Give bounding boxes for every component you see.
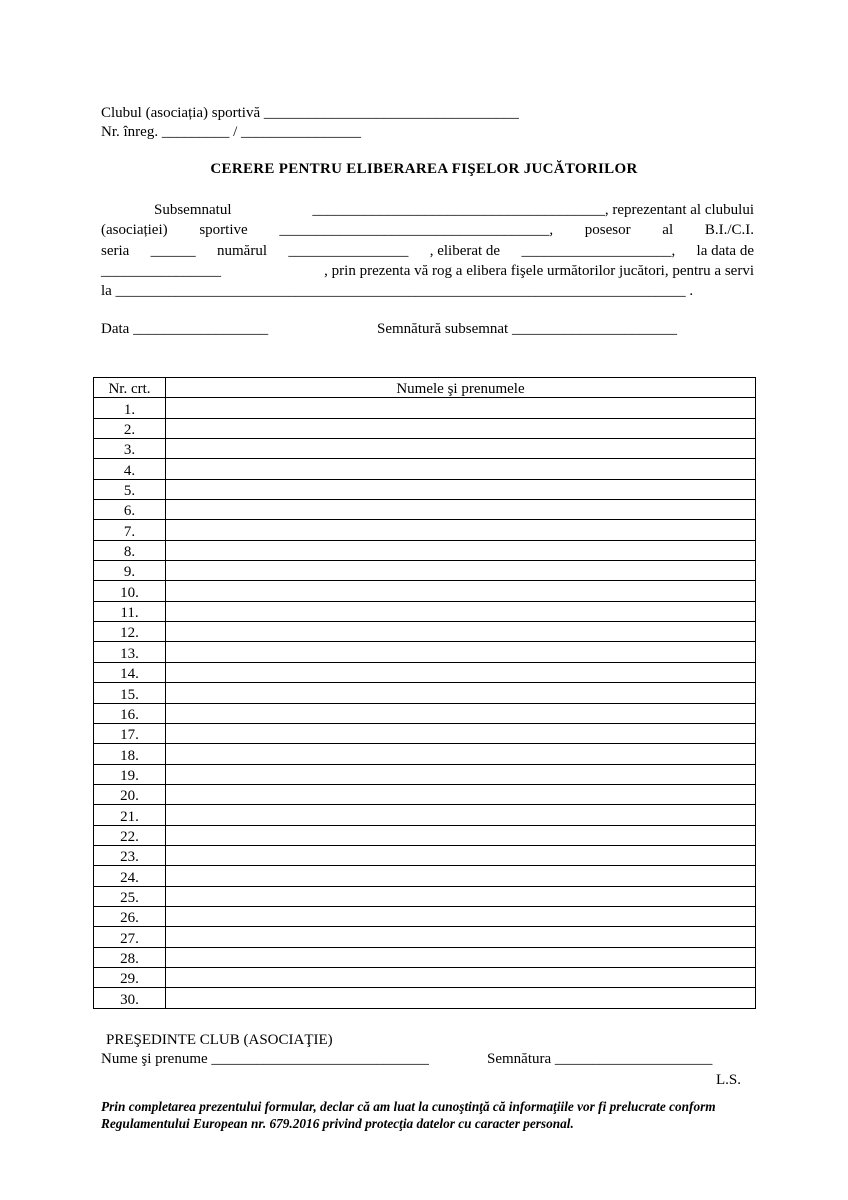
- club-name-field[interactable]: __________________________________: [263, 105, 519, 121]
- president-name-line: [101, 1050, 429, 1068]
- table-row: [94, 500, 756, 520]
- body-text: Subsemnatul: [154, 202, 232, 218]
- president-signature-field[interactable]: _____________________: [554, 1051, 713, 1067]
- player-name-cell[interactable]: [166, 805, 756, 825]
- row-number: 9.: [94, 561, 166, 581]
- president-signature-line: [487, 1050, 712, 1068]
- table-row: [94, 540, 756, 560]
- body-line-5: [101, 282, 693, 300]
- table-row: [94, 988, 756, 1008]
- player-name-cell[interactable]: [166, 500, 756, 520]
- table-row: [94, 642, 756, 662]
- table-row: [94, 825, 756, 845]
- body-text: al: [662, 222, 674, 238]
- table-row: [94, 520, 756, 540]
- signature-line: [377, 320, 677, 338]
- body-line-3: [101, 242, 754, 260]
- row-number: 24.: [94, 866, 166, 886]
- row-number: 23.: [94, 845, 166, 865]
- row-number: 25.: [94, 886, 166, 906]
- player-name-cell[interactable]: [166, 601, 756, 621]
- row-number: 1.: [94, 398, 166, 418]
- signature-field[interactable]: ______________________: [511, 321, 677, 337]
- players-table: [93, 377, 756, 1009]
- table-row: [94, 886, 756, 906]
- table-row: [94, 723, 756, 743]
- body-text: numărul: [217, 243, 268, 259]
- player-name-cell[interactable]: [166, 642, 756, 662]
- player-name-cell[interactable]: [166, 967, 756, 987]
- table-row: [94, 906, 756, 926]
- player-name-cell[interactable]: [166, 988, 756, 1008]
- table-row: [94, 927, 756, 947]
- row-number: 10.: [94, 581, 166, 601]
- row-number: 18.: [94, 744, 166, 764]
- table-row: [94, 967, 756, 987]
- player-name-cell[interactable]: [166, 784, 756, 804]
- table-row: [94, 683, 756, 703]
- signature-label: Semnătură subsemnat: [377, 321, 509, 337]
- registration-number-field[interactable]: _________: [161, 124, 230, 140]
- president-name-field[interactable]: _____________________________: [211, 1051, 429, 1067]
- row-number: 19.: [94, 764, 166, 784]
- table-row: [94, 459, 756, 479]
- row-number: 27.: [94, 927, 166, 947]
- player-name-cell[interactable]: [166, 459, 756, 479]
- table-row: [94, 398, 756, 418]
- row-number: 29.: [94, 967, 166, 987]
- row-number: 14.: [94, 662, 166, 682]
- table-row: [94, 866, 756, 886]
- gdpr-note: Prin completarea prezentului formular, declar că am luat la cunoştinţă că informaţiile vor fi prelucrate conform Regulamentului European nr. 679.2016 privind protecţia datelor cu caracter personal.: [101, 1099, 716, 1131]
- date-label: Data: [101, 321, 130, 337]
- player-name-cell[interactable]: [166, 622, 756, 642]
- body-text: .: [689, 283, 694, 299]
- id-number-field[interactable]: ________________: [288, 243, 409, 259]
- body-text: B.I./C.I.: [704, 222, 754, 238]
- issue-date-field[interactable]: ________________: [101, 263, 221, 279]
- table-row: [94, 662, 756, 682]
- table-row: [94, 947, 756, 967]
- body-text: sportive: [199, 222, 248, 238]
- row-number: 17.: [94, 723, 166, 743]
- id-series-field[interactable]: ______: [150, 243, 196, 259]
- row-number: 21.: [94, 805, 166, 825]
- row-number: 6.: [94, 500, 166, 520]
- table-row: [94, 581, 756, 601]
- row-number: 16.: [94, 703, 166, 723]
- body-text: seria: [101, 243, 130, 259]
- row-number: 12.: [94, 622, 166, 642]
- table-row: [94, 601, 756, 621]
- player-name-cell[interactable]: [166, 683, 756, 703]
- registration-line: [101, 123, 361, 141]
- player-name-cell[interactable]: [166, 540, 756, 560]
- table-row: [94, 784, 756, 804]
- player-name-cell[interactable]: [166, 744, 756, 764]
- player-name-cell[interactable]: [166, 845, 756, 865]
- body-text: (asociației): [101, 222, 168, 238]
- body-line-1: [101, 201, 754, 219]
- date-line: [101, 320, 268, 338]
- row-number: 11.: [94, 601, 166, 621]
- player-name-cell[interactable]: [166, 825, 756, 845]
- player-name-cell[interactable]: [166, 662, 756, 682]
- registration-label: Nr. înreg.: [101, 124, 159, 140]
- table-row: [94, 479, 756, 499]
- row-number: 28.: [94, 947, 166, 967]
- player-name-cell[interactable]: [166, 947, 756, 967]
- player-name-cell[interactable]: [166, 927, 756, 947]
- body-text: posesor: [584, 222, 631, 238]
- player-name-cell[interactable]: [166, 906, 756, 926]
- president-title: PREŞEDINTE CLUB (ASOCIAŢIE): [106, 1032, 333, 1048]
- row-number: 26.: [94, 906, 166, 926]
- registration-slash: /: [233, 124, 238, 140]
- player-name-cell[interactable]: [166, 561, 756, 581]
- body-text: , eliberat de: [429, 243, 501, 259]
- row-number: 15.: [94, 683, 166, 703]
- club-sportive-field[interactable]: ____________________________________,: [279, 222, 554, 238]
- player-name-cell[interactable]: [166, 703, 756, 723]
- president-signature-label: Semnătura: [487, 1051, 552, 1067]
- table-row: [94, 622, 756, 642]
- club-label: Clubul (asociația) sportivă: [101, 105, 261, 121]
- date-field[interactable]: __________________: [133, 321, 269, 337]
- row-number: 30.: [94, 988, 166, 1008]
- player-name-cell[interactable]: [166, 886, 756, 906]
- row-number: 3.: [94, 439, 166, 459]
- issued-by-field[interactable]: ____________________,: [521, 243, 676, 259]
- player-name-cell[interactable]: [166, 723, 756, 743]
- row-number: 2.: [94, 418, 166, 438]
- table-row: [94, 744, 756, 764]
- player-name-cell[interactable]: [166, 520, 756, 540]
- table-row: [94, 764, 756, 784]
- column-header-nr: Nr. crt.: [94, 378, 166, 398]
- row-number: 8.: [94, 540, 166, 560]
- player-name-cell[interactable]: [166, 479, 756, 499]
- table-row: [94, 439, 756, 459]
- body-text: la data de: [696, 243, 754, 259]
- row-number: 7.: [94, 520, 166, 540]
- club-line: [101, 104, 519, 122]
- row-number: 4.: [94, 459, 166, 479]
- table-row: [94, 561, 756, 581]
- player-name-cell[interactable]: [166, 418, 756, 438]
- seal-placeholder: L.S.: [716, 1072, 742, 1088]
- player-name-cell[interactable]: [166, 764, 756, 784]
- president-name-label: Nume şi prenume: [101, 1051, 208, 1067]
- row-number: 13.: [94, 642, 166, 662]
- column-header-name: Numele şi prenumele: [166, 378, 756, 398]
- table-row: [94, 418, 756, 438]
- body-line-2: [101, 221, 754, 239]
- representative-name-field[interactable]: _______________________________________, reprezentant al clubului: [312, 202, 754, 218]
- body-text: , prin prezenta vă rog a elibera fişele următorilor jucători, pentru a servi: [324, 263, 754, 279]
- body-line-4: [101, 262, 754, 280]
- body-text: la: [101, 283, 112, 299]
- player-name-cell[interactable]: [166, 581, 756, 601]
- table-row: [94, 805, 756, 825]
- table-header-row: [94, 378, 756, 398]
- destination-club-field[interactable]: ____________________________________________________________________________: [115, 283, 686, 299]
- registration-date-field[interactable]: ________________: [241, 124, 361, 140]
- row-number: 22.: [94, 825, 166, 845]
- player-name-cell[interactable]: [166, 398, 756, 418]
- player-name-cell[interactable]: [166, 866, 756, 886]
- row-number: 5.: [94, 479, 166, 499]
- table-row: [94, 703, 756, 723]
- player-name-cell[interactable]: [166, 439, 756, 459]
- page-title: CERERE PENTRU ELIBERAREA FIŞELOR JUCĂTORILOR: [210, 161, 638, 177]
- row-number: 20.: [94, 784, 166, 804]
- table-row: [94, 845, 756, 865]
